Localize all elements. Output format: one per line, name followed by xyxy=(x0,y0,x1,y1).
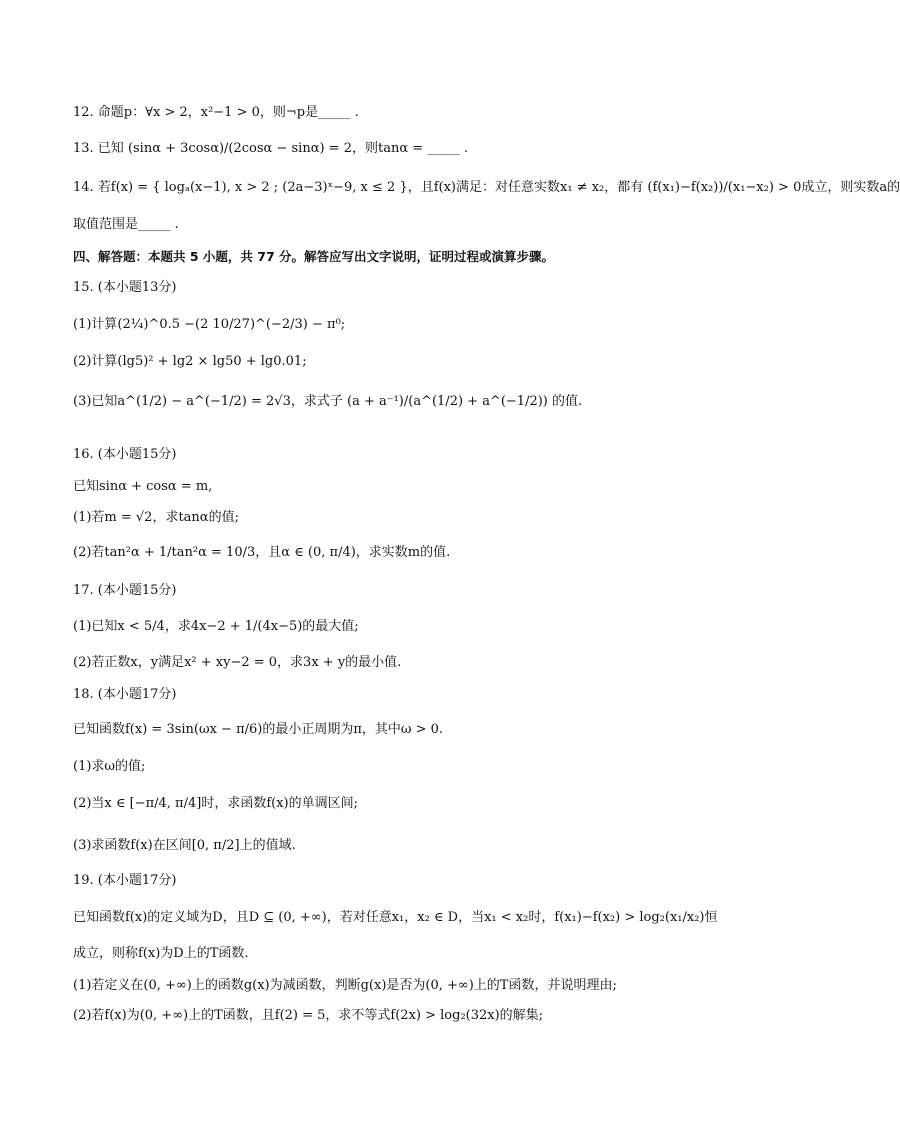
question-16-title: 16. (本小题15分) xyxy=(73,447,177,462)
question-15-part-2: (2)计算(lg5)² + lg2 × lg50 + lg0.01; xyxy=(73,354,307,369)
question-12: 12. 命题p：∀x > 2，x²−1 > 0，则¬p是_____ . xyxy=(73,105,359,120)
question-19-part-1: (1)若定义在(0, +∞)上的函数g(x)为减函数，判断g(x)是否为(0, +∞)上的T函数，并说明理由; xyxy=(73,978,617,993)
question-19-title: 19. (本小题17分) xyxy=(73,873,177,888)
question-17-part-2: (2)若正数x，y满足x² + xy−2 = 0，求3x + y的最小值. xyxy=(73,655,402,670)
question-19-stem-line-2: 成立，则称f(x)为D上的T函数. xyxy=(73,946,249,961)
question-13: 13. 已知 (sinα + 3cosα)/(2cosα − sinα) = 2，则tanα = _____ . xyxy=(73,141,469,156)
question-18-stem: 已知函数f(x) = 3sin(ωx − π/6)的最小正周期为π，其中ω > 0. xyxy=(73,722,444,737)
question-15-title: 15. (本小题13分) xyxy=(73,280,177,295)
section-four-heading: 四、解答题：本题共 5 小题，共 77 分。解答应写出文字说明，证明过程或演算步骤。 xyxy=(73,249,555,264)
question-19-stem-line-1: 已知函数f(x)的定义域为D，且D ⊆ (0, +∞)，若对任意x₁，x₂ ∈ D，当x₁ < x₂时，f(x₁)−f(x₂) > log₂(x₁/x₂)恒 xyxy=(73,910,718,925)
question-15-part-3: (3)已知a^(1/2) − a^(−1/2) = 2√3，求式子 (a + a⁻¹)/(a^(1/2) + a^(−1/2)) 的值. xyxy=(73,394,583,409)
question-14-line-2: 取值范围是_____ . xyxy=(73,217,179,232)
question-18-part-3: (3)求函数f(x)在区间[0, π/2]上的值域. xyxy=(73,838,296,853)
question-15-part-1: (1)计算(2¼)^0.5 −(2 10/27)^(−2/3) − π⁰; xyxy=(73,317,346,332)
question-16-part-2: (2)若tan²α + 1/tan²α = 10/3，且α ∈ (0, π/4)，求实数m的值. xyxy=(73,545,451,560)
question-16-stem: 已知sinα + cosα = m, xyxy=(73,479,213,494)
question-16-part-1: (1)若m = √2，求tanα的值; xyxy=(73,510,239,525)
question-18-part-1: (1)求ω的值; xyxy=(73,759,146,774)
question-18-title: 18. (本小题17分) xyxy=(73,687,177,702)
question-17-title: 17. (本小题15分) xyxy=(73,583,177,598)
question-14-line-1: 14. 若f(x) = { logₐ(x−1), x > 2 ; (2a−3)ˣ−9, x ≤ 2 }，且f(x)满足：对任意实数x₁ ≠ x₂，都有 (f(x₁)−f(x₂))/(x₁−x₂) > 0成立，则实数a的 xyxy=(73,180,900,195)
question-17-part-1: (1)已知x < 5/4，求4x−2 + 1/(4x−5)的最大值; xyxy=(73,619,359,634)
question-18-part-2: (2)当x ∈ [−π/4, π/4]时，求函数f(x)的单调区间; xyxy=(73,796,358,811)
question-19-part-2: (2)若f(x)为(0, +∞)上的T函数，且f(2) = 5，求不等式f(2x) > log₂(32x)的解集; xyxy=(73,1008,544,1023)
